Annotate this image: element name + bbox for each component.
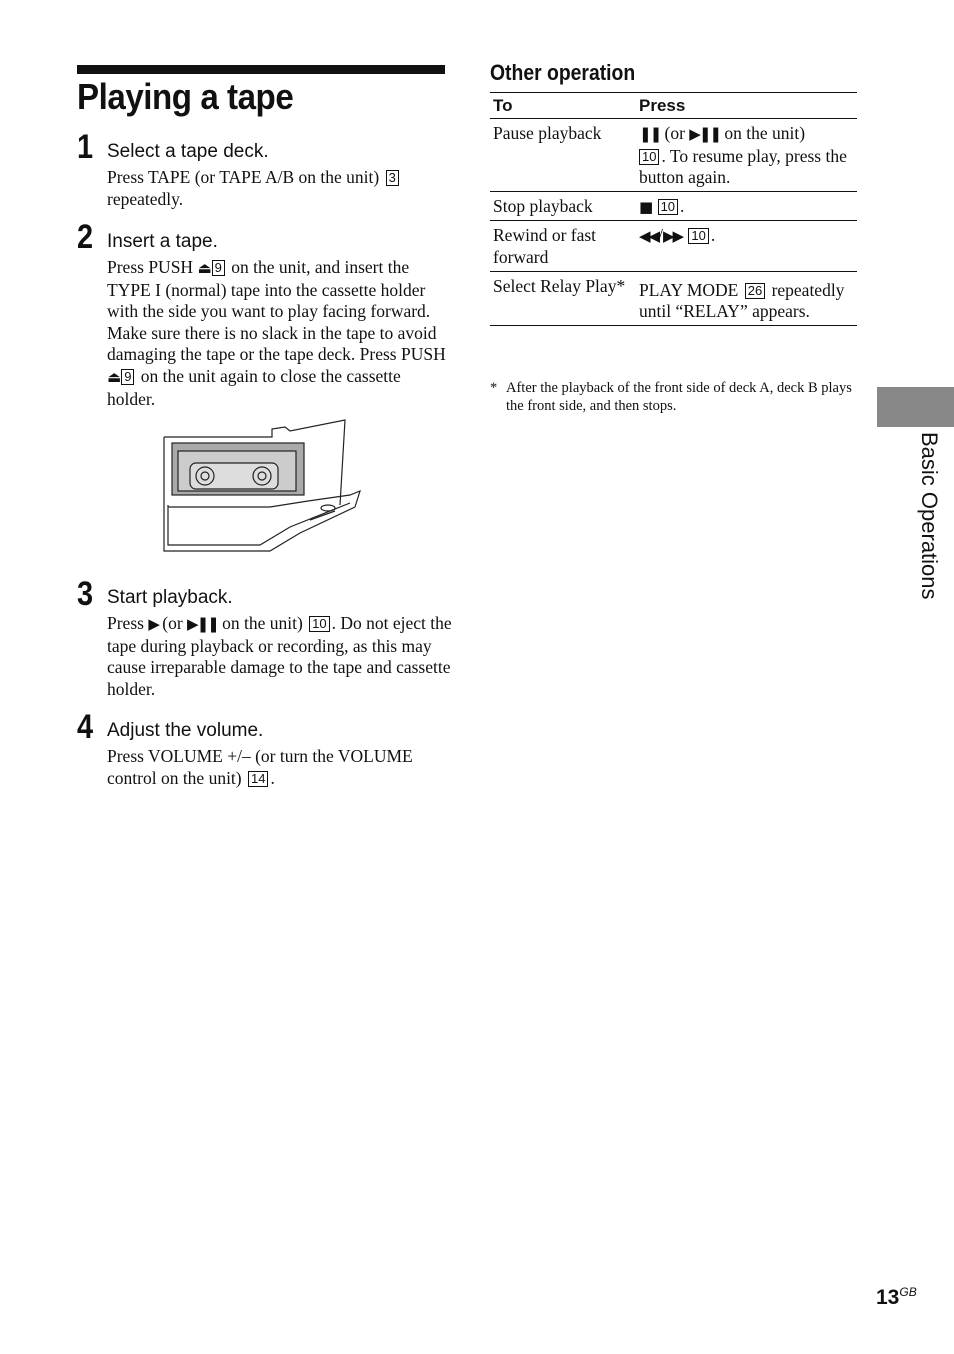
ref-number-box: 26 — [745, 283, 765, 299]
row-press-cell: ◀◀/▶▶ 10 . — [636, 221, 857, 271]
step-2-title: Insert a tape. — [107, 231, 218, 252]
ref-number-box: 3 — [386, 170, 399, 186]
row-to-cell: Rewind or fast forward — [490, 221, 636, 271]
step-4-number: 4 — [77, 708, 94, 746]
row-press-cell — [636, 119, 857, 192]
section-tab-marker — [877, 387, 954, 427]
page-title: Playing a tape — [77, 76, 294, 117]
step-3-text-c: on the unit) — [217, 613, 303, 633]
pause-icon: ❚❚ — [639, 125, 661, 143]
press-text-a: PLAY MODE — [639, 279, 743, 300]
step-2-text-a: Press PUSH — [107, 257, 198, 277]
step-1-text-a: Press TAPE (or TAPE A/B on the unit) — [107, 167, 380, 187]
row-to-cell: Select Relay Play* — [490, 271, 636, 325]
footnote-text: After the playback of the front side of deck A, deck B plays the front side, and then stops. — [506, 380, 852, 414]
step-1-text-b: repeatedly. — [107, 188, 184, 209]
step-4-text-b: . — [270, 767, 275, 788]
step-1-number: 1 — [77, 128, 94, 166]
step-3-body — [107, 613, 452, 700]
row-to-cell: Pause playback — [490, 119, 636, 192]
ref-number-box: 10 — [309, 616, 329, 632]
fast-forward-icon: ▶▶ — [662, 227, 683, 246]
play-pause-icon: ▶❚❚ — [187, 615, 218, 633]
stop-icon: ■ — [639, 197, 652, 216]
page-number-value: 13 — [876, 1286, 900, 1309]
step-3-text-a: Press — [107, 613, 149, 633]
press-text-c: . — [710, 225, 716, 246]
column-header-press: Press — [636, 93, 857, 119]
step-3-number: 3 — [77, 575, 94, 613]
table-row — [490, 119, 857, 192]
page-number-suffix: GB — [899, 1285, 917, 1299]
table-row — [490, 271, 857, 325]
step-3-title: Start playback. — [107, 587, 233, 608]
step-4-text-a: Press VOLUME +/– (or turn the VOLUME control on the unit) — [107, 746, 413, 788]
table-header-row — [490, 93, 857, 119]
step-2-body — [107, 257, 452, 410]
row-press-cell — [636, 271, 857, 325]
eject-icon: ⏏ — [107, 367, 120, 386]
row-press-cell — [636, 191, 857, 221]
press-text-c: repeatedly until “RELAY” appears. — [639, 279, 845, 322]
ref-number-box: 14 — [248, 771, 268, 787]
play-pause-icon: ▶❚❚ — [689, 125, 720, 143]
press-text-b: on the unit) — [719, 123, 806, 143]
press-text-c: . — [680, 195, 685, 216]
ref-number-box: 10 — [639, 149, 659, 165]
ref-number-box: 9 — [212, 260, 225, 276]
footnote — [490, 379, 858, 415]
title-rule — [77, 65, 445, 74]
footnote-mark: * — [490, 380, 498, 396]
eject-icon: ⏏ — [197, 259, 210, 277]
other-operation-heading: Other operation — [490, 60, 636, 85]
step-3-text-b: (or — [157, 613, 188, 633]
play-icon: ▶ — [148, 615, 158, 633]
column-header-to: To — [490, 93, 636, 119]
step-2-text-b: on the unit, and insert the TYPE I (normal) tape into the cassette holder with the side you want to play facing forward. Make sure there is no slack in the tape to avoid damaging the tape or the tape deck. Press PUSH — [107, 257, 446, 365]
press-text-c: . To resume play, press the button again. — [639, 145, 847, 188]
press-text-a: (or — [660, 123, 690, 143]
step-1-body — [107, 167, 452, 210]
step-1-title: Select a tape deck. — [107, 141, 269, 162]
operation-table — [490, 92, 857, 326]
step-2-number: 2 — [77, 218, 94, 256]
table-row — [490, 191, 857, 221]
ref-number-box: 9 — [121, 369, 134, 385]
table-row — [490, 221, 857, 271]
section-side-label: Basic Operations — [917, 432, 942, 600]
ref-number-box: 10 — [658, 199, 678, 215]
step-4-body — [107, 746, 452, 789]
cassette-deck-illustration — [160, 415, 365, 555]
step-2-text-c: on the unit again to close the cassette holder. — [107, 365, 401, 409]
rewind-icon: ◀◀ — [639, 227, 659, 246]
row-to-cell: Stop playback — [490, 191, 636, 221]
ref-number-box: 10 — [688, 228, 708, 244]
page-number — [876, 1285, 917, 1310]
step-3-text-d: . Do not eject the tape during playback or recording, as this may cause irreparable damage to the tape and cassette holder. — [107, 613, 452, 699]
step-4-title: Adjust the volume. — [107, 720, 264, 741]
